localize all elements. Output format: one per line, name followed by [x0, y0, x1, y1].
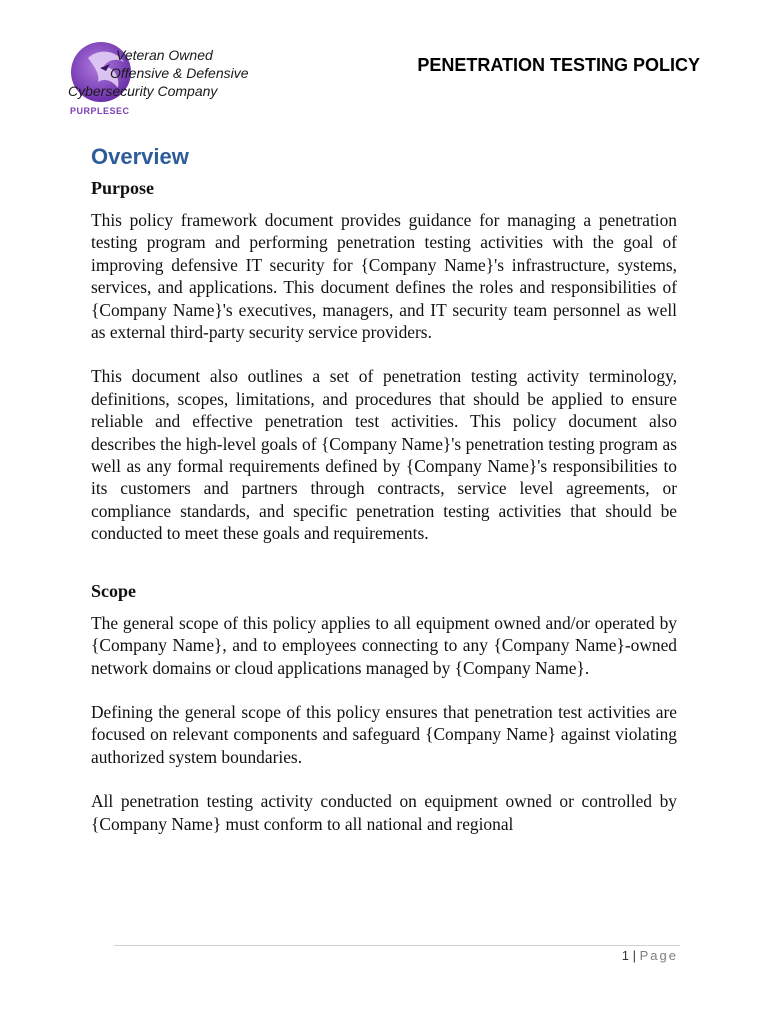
section-heading-overview: Overview [91, 144, 189, 169]
subheading-scope: Scope [91, 580, 136, 601]
page-label: Page [639, 948, 678, 963]
subheading-purpose: Purpose [91, 178, 154, 198]
page-number: 1 [621, 948, 629, 963]
logo-tagline [68, 46, 249, 100]
purpose-paragraph-2: This document also outlines a set of penetration testing activity terminology, definitions, scopes, limitations, and procedures that should be applied to ensure reliable and effective penetration test activities. This policy document also describes the high-level goals of {Company Name}'s penetration testing program as well as any formal requirements defined by {Company Name}'s responsibilities to its customers and partners through contracts, service level agreements, or compliance standards, and specific penetration testing activities that should be conducted to meet these goals and requirements. [91, 366, 677, 544]
document-body [91, 140, 677, 835]
tagline-line-1: Veteran Owned [116, 47, 213, 63]
document-title: PENETRATION TESTING POLICY [417, 55, 700, 75]
tagline-line-3: Cybersecurity Company [68, 83, 218, 99]
footer-divider [114, 945, 680, 946]
tagline-line-2: Offensive & Defensive [110, 65, 249, 81]
company-logo [66, 36, 276, 120]
scope-paragraph-3: All penetration testing activity conducted on equipment owned or controlled by {Company Name} must conform to all national and regional [91, 791, 677, 834]
brand-name: PURPLESEC [70, 106, 130, 116]
page-footer [622, 948, 678, 963]
scope-paragraph-2: Defining the general scope of this policy ensures that penetration test activities are focused on relevant components and safeguard {Company Name} against violating authorized system boundaries. [91, 701, 677, 767]
page-separator: | [632, 948, 636, 963]
scope-paragraph-1: The general scope of this policy applies to all equipment owned and/or operated by {Company Name}, and to employees connecting to any {Company Name}-owned network domains or cloud applications managed by {Company Name}. [91, 612, 677, 678]
purpose-paragraph-1: This policy framework document provides guidance for managing a penetration testing program and performing penetration testing activities with the goal of improving defensive IT security for {Company Name}'s infrastructure, systems, services, and applications. This document defines the roles and responsibilities of {Company Name}'s executives, managers, and IT security team personnel as well as external third-party security service providers. [91, 210, 677, 343]
